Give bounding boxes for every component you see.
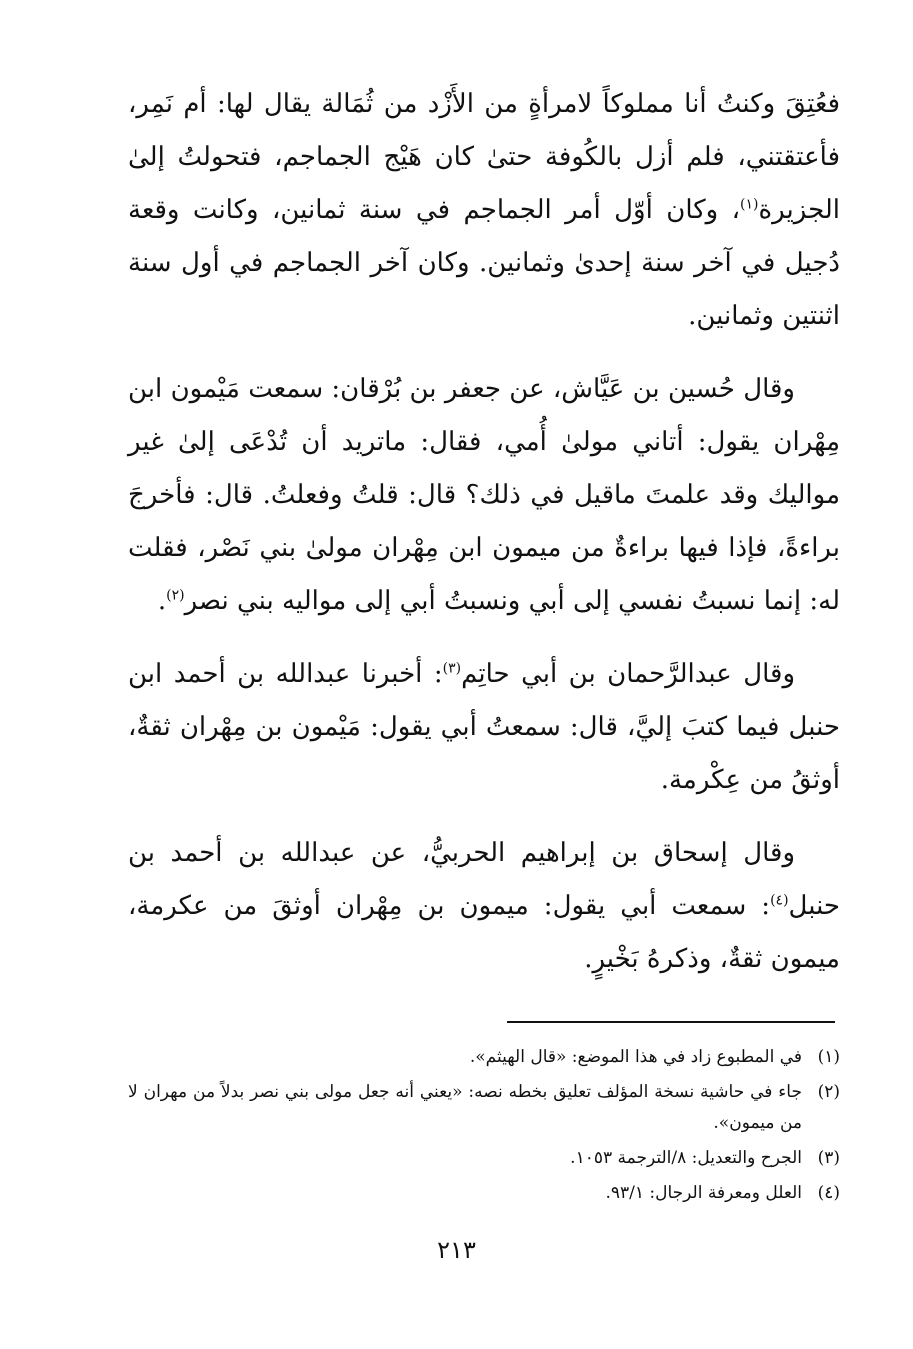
paragraph-4	[128, 827, 840, 986]
footnote-text: الجرح والتعديل: ٨/الترجمة ١٠٥٣.	[570, 1148, 802, 1168]
paragraph-3-head: وقال عبدالرَّحمان بن أبي حاتِم	[461, 659, 796, 689]
footnote-text: في المطبوع زاد في هذا الموضع: «قال الهيثم».	[469, 1047, 802, 1067]
paragraph-1	[128, 78, 840, 343]
footnote-ref-3: (٣)	[442, 660, 462, 677]
footnote-ref-2: (٢)	[166, 587, 185, 604]
footnote-number: (٤)	[817, 1183, 840, 1203]
paragraph-4-tail: : سمعت أبي يقول: ميمون بن مِهْران أوثقَ من عكرمة، ميمون ثقةٌ، وذكرهُ بَخْيرٍ.	[128, 891, 840, 974]
footnote-ref-4: (٤)	[770, 892, 789, 909]
footnote-4	[128, 1178, 840, 1209]
paragraph-3-text: : أخبرنا عبدالله بن أحمد ابن حنبل فيما كتبَ إليَّ، قال: سمعتُ أبي يقول: مَيْمون بن مِهْران ثقةٌ، أوثقُ من عِكْرمة.	[128, 659, 840, 795]
paragraph-1-text: فعُتِقَ وكنتُ أنا مملوكاً لامرأةٍ من الأَزْد من ثُمَالة يقال لها: أم نَمِر، فأعتقتني، فلم أزل بالكُوفة حتىٰ كان هَيْج الجماجم، فتحولتُ إلىٰ الجزيرة	[128, 89, 840, 225]
footnote-divider	[507, 1021, 835, 1023]
footnote-2	[128, 1077, 840, 1139]
paragraph-2-text: وقال حُسين بن عَيَّاش، عن جعفر بن بُرْقان: سمعت مَيْمون ابن مِهْران يقول: أتاني مولىٰ أُمي، فقال: ماتريد أن تُدْعَى إلىٰ غير مواليك وقد علمتَ ماقيل في ذلك؟ قال: قلتُ وفعلتُ. قال: فأخرجَ براءةً، فإذا فيها براءةٌ من ميمون ابن مِهْران مولىٰ بني نَصْر، فقلت له: إنما نسبتُ نفسي إلى أبي ونسبتُ أبي إلى مواليه بني نصر	[128, 374, 840, 616]
main-text	[128, 78, 840, 1006]
paragraph-2	[128, 363, 840, 628]
footnote-number: (٢)	[817, 1082, 840, 1102]
footnote-number: (٣)	[817, 1148, 840, 1168]
footnote-number: (١)	[817, 1047, 840, 1067]
footnote-text: جاء في حاشية نسخة المؤلف تعليق بخطه نصه: «يعني أنه جعل مولى بني نصر بدلاً من مهران لا من ميمون».	[128, 1082, 802, 1133]
paragraph-4-text: وقال إسحاق بن إبراهيم الحربيُّ، عن عبدالله بن أحمد بن حنبل	[128, 838, 840, 921]
footnote-text: العلل ومعرفة الرجال: ٩٣/١.	[605, 1183, 802, 1203]
paragraph-3	[128, 648, 840, 807]
footnote-3	[128, 1143, 840, 1174]
paragraph-2-tail: .	[157, 586, 167, 616]
page-number: ٢١٣	[437, 1236, 476, 1264]
footnote-ref-1: (١)	[740, 196, 759, 213]
footnotes	[128, 1042, 840, 1213]
paragraph-1-tail: ، وكان أوّل أمر الجماجم في سنة ثمانين، وكانت وقعة دُجيل في آخر سنة إحدىٰ وثمانين. وكان آخر الجماجم في أول سنة اثنتين وثمانين.	[128, 195, 840, 331]
footnote-1	[128, 1042, 840, 1073]
